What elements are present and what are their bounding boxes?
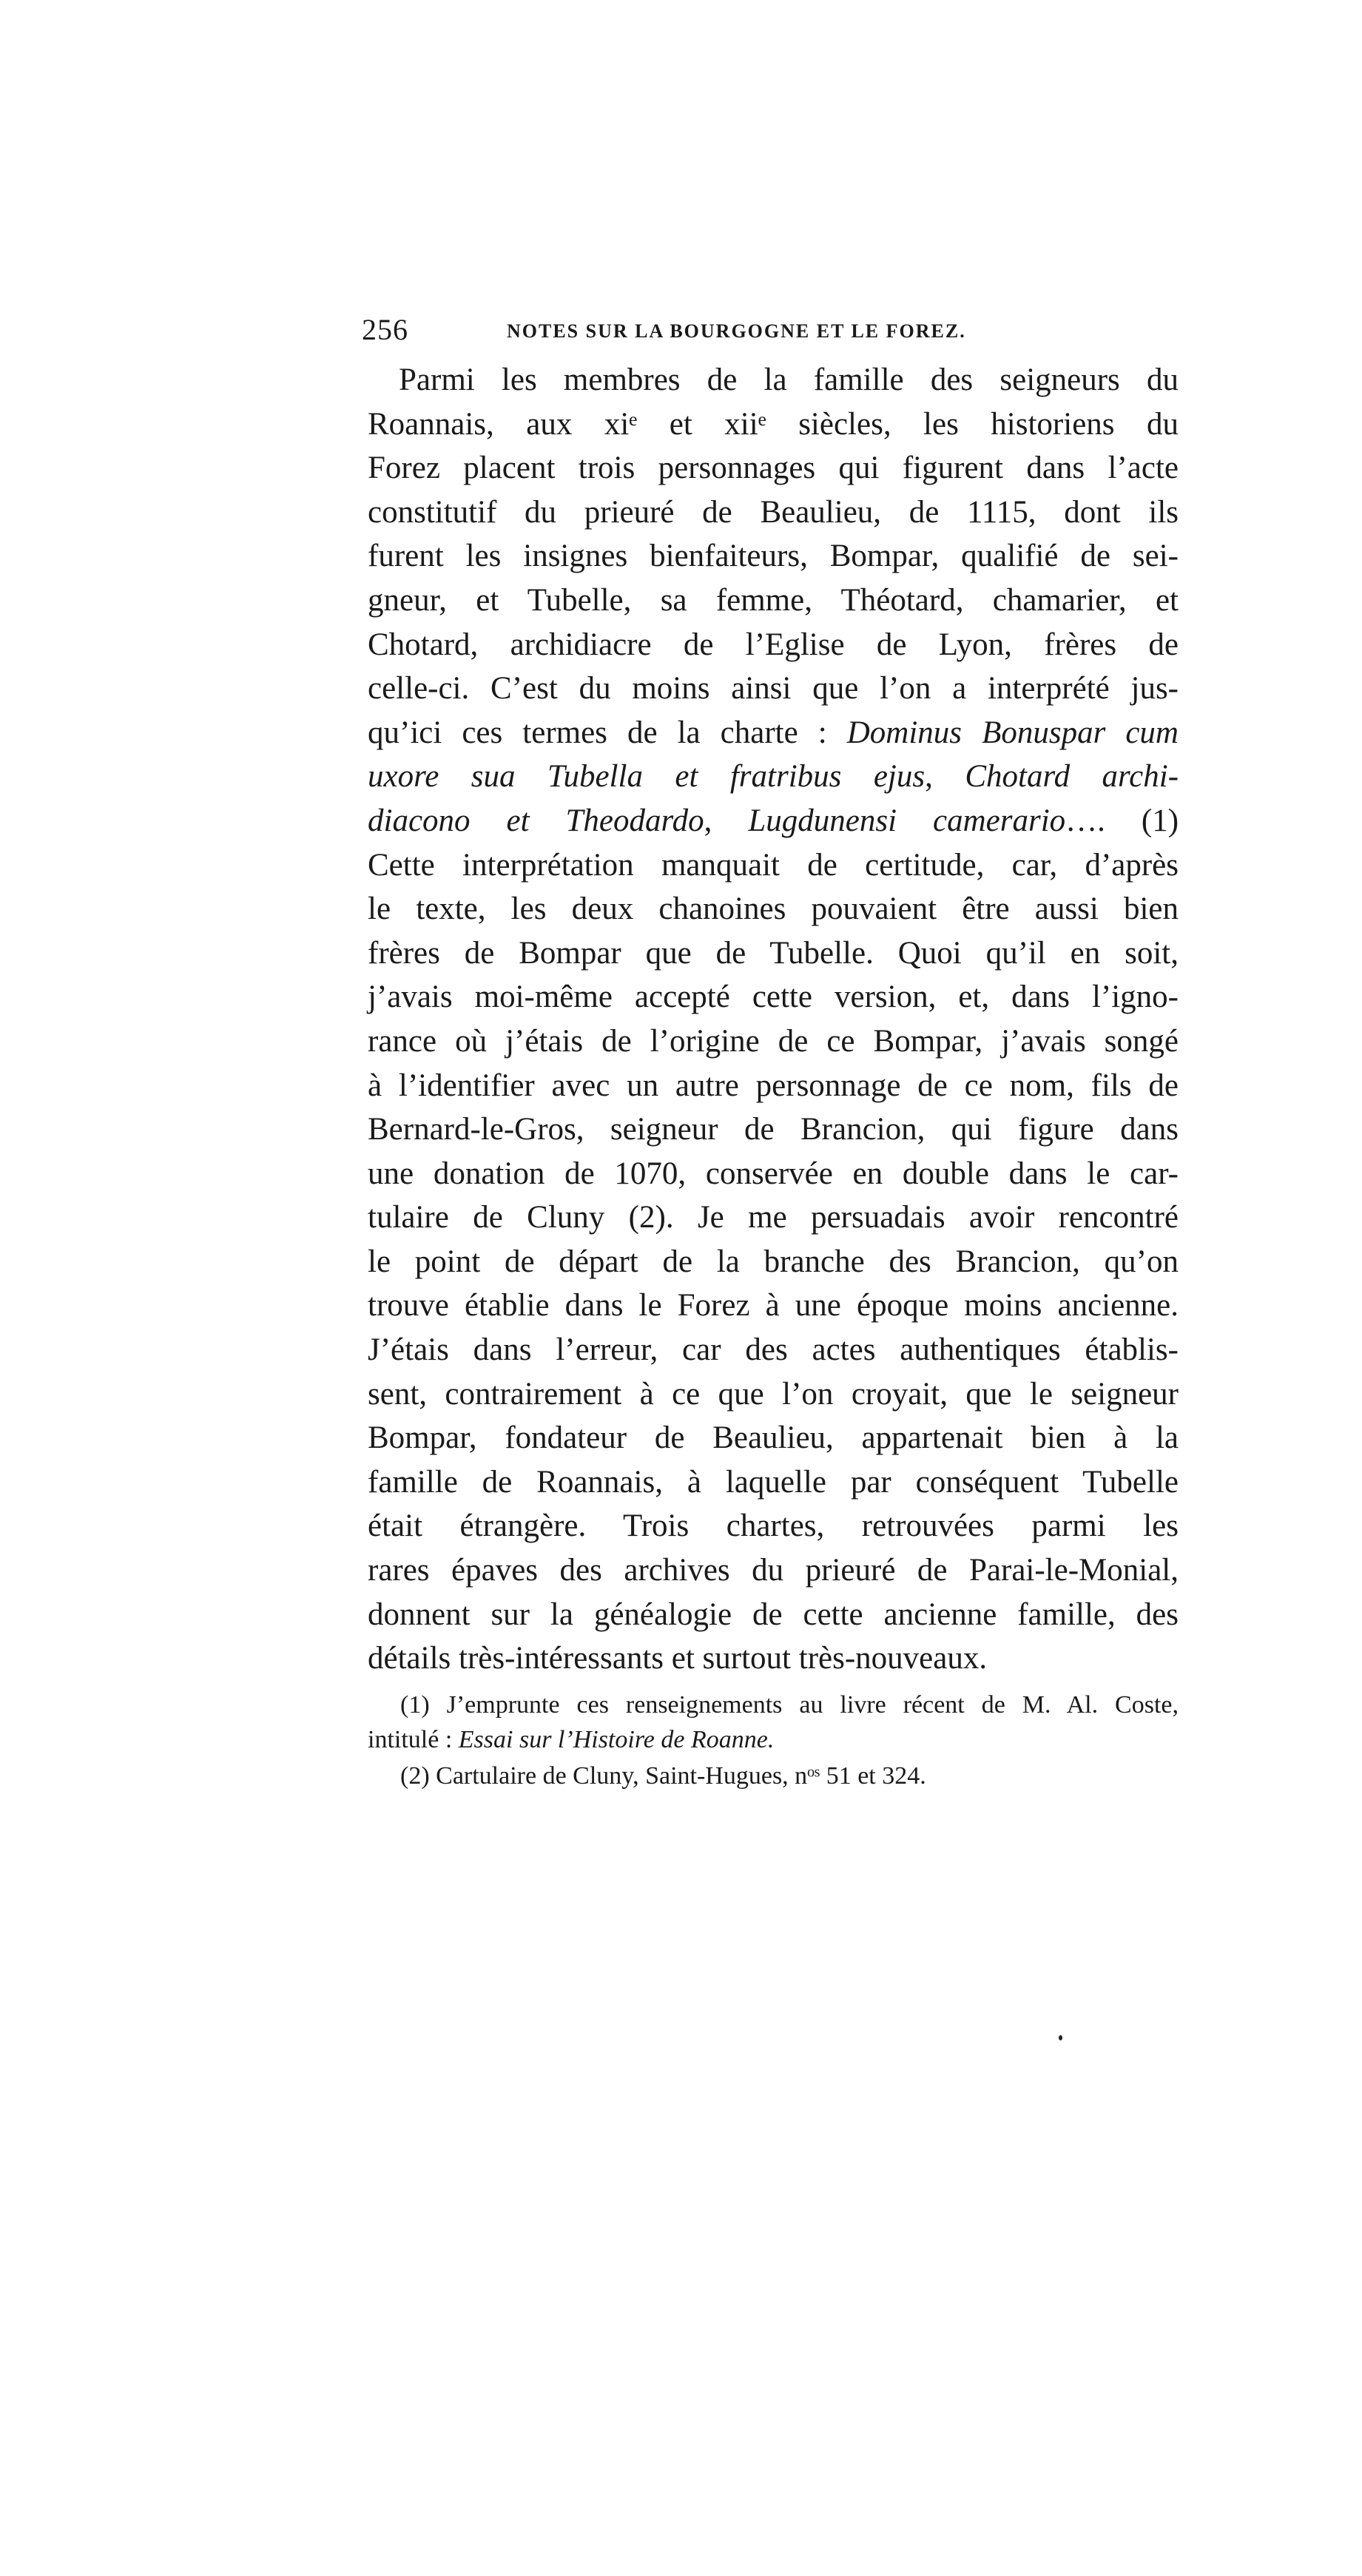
text-line: Cette interprétation manquait de certitude, car, d’après [368,847,1179,883]
text-line: Chotard, archidiacre de l’Eglise de Lyon, frères de [368,627,1179,662]
text-line: diacono et Theodardo, Lugdunensi camerario…. (1) [368,803,1179,838]
footnotes [368,1687,1179,1793]
text-line: uxore sua Tubella et fratribus ejus, Chotard archi- [368,759,1179,795]
latin-quote: Chotard archi- [965,759,1179,795]
text-line: était étrangère. Trois chartes, retrouvées parmi les [368,1508,1179,1544]
footnote-1-continuation [368,1722,1179,1757]
text-line: celle-ci. C’est du moins ainsi que l’on a interprété jus- [368,671,1179,707]
latin-quote: diacono et Theodardo [368,803,704,838]
text-line: trouve établie dans le Forez à une époque moins ancienne. [368,1288,1179,1324]
ink-speck [1059,2035,1062,2040]
text-line: famille de Roannais, à laquelle par conséquent Tubelle [368,1464,1179,1500]
text-line: rares épaves des archives du prieuré de Parai-le-Monial, [368,1553,1179,1588]
text-line: Bompar, fondateur de Beaulieu, appartenait bien à la [368,1420,1179,1456]
footnote-1: (1) J’emprunte ces renseignements au livre récent de M. Al. Coste, [400,1691,1179,1719]
text-line: donnent sur la généalogie de cette ancienne famille, des [368,1596,1179,1632]
text-line: Parmi les membres de la famille des seigneurs du [399,363,1179,397]
body-paragraph [368,358,1179,1681]
text-line: furent les insignes bienfaiteurs, Bompar, qualifié de sei- [368,539,1179,574]
text-line: à l’identifier avec un autre personnage de ce nom, fils de [368,1068,1179,1103]
book-title: Essai sur l’Histoire de Roanne. [458,1726,775,1753]
latin-quote: uxore sua Tubella et fratribus ejus [368,759,926,795]
text-line: j’avais moi-même accepté cette version, et, dans l’igno- [368,980,1179,1015]
text-line: rance où j’étais de l’origine de ce Bompar, j’avais songé [368,1023,1179,1059]
text-line: sent, contrairement à ce que l’on croyait, que le seigneur [368,1376,1179,1412]
text-line: gneur, et Tubelle, sa femme, Théotard, chamarier, et [368,582,1179,618]
text-line: constitutif du prieuré de Beaulieu, de 1115, dont ils [368,494,1179,530]
text-line: Forez placent trois personnages qui figurent dans l’acte [368,451,1179,486]
running-title: NOTES SUR LA BOURGOGNE ET LE FOREZ. [507,320,966,342]
latin-quote: Dominus Bonuspar cum [846,715,1179,750]
text-line: Roannais, aux xiᵉ et xiiᵉ siècles, les historiens du [368,406,1179,442]
text-line: le point de départ de la branche des Brancion, qu’on [368,1244,1179,1279]
page-number: 256 [362,313,408,346]
text-line: une donation de 1070, conservée en double dans le car- [368,1156,1179,1191]
text-line: détails très-intéressants et surtout très-nouveaux. [368,1641,988,1676]
latin-quote: Lugdunensi camerario [748,803,1066,838]
footnote-2: (2) Cartulaire de Cluny, Saint-Hugues, nᵒˢ 51 et 324. [400,1762,926,1790]
text-line: qu’ici ces termes de la charte : Dominus Bonuspar cum [368,715,1179,750]
text-line: le texte, les deux chanoines pouvaient être aussi bien [368,891,1179,927]
footnote-1-prefix: intitulé : [368,1726,459,1753]
text-line: J’étais dans l’erreur, car des actes authentiques établis- [368,1332,1179,1368]
running-head [362,314,1184,346]
text-line: frères de Bompar que de Tubelle. Quoi qu’il en soit, [368,935,1179,971]
text-line: tulaire de Cluny (2). Je me persuadais avoir rencontré [368,1200,1179,1235]
text-line: Bernard-le-Gros, seigneur de Brancion, qui figure dans [368,1112,1179,1147]
